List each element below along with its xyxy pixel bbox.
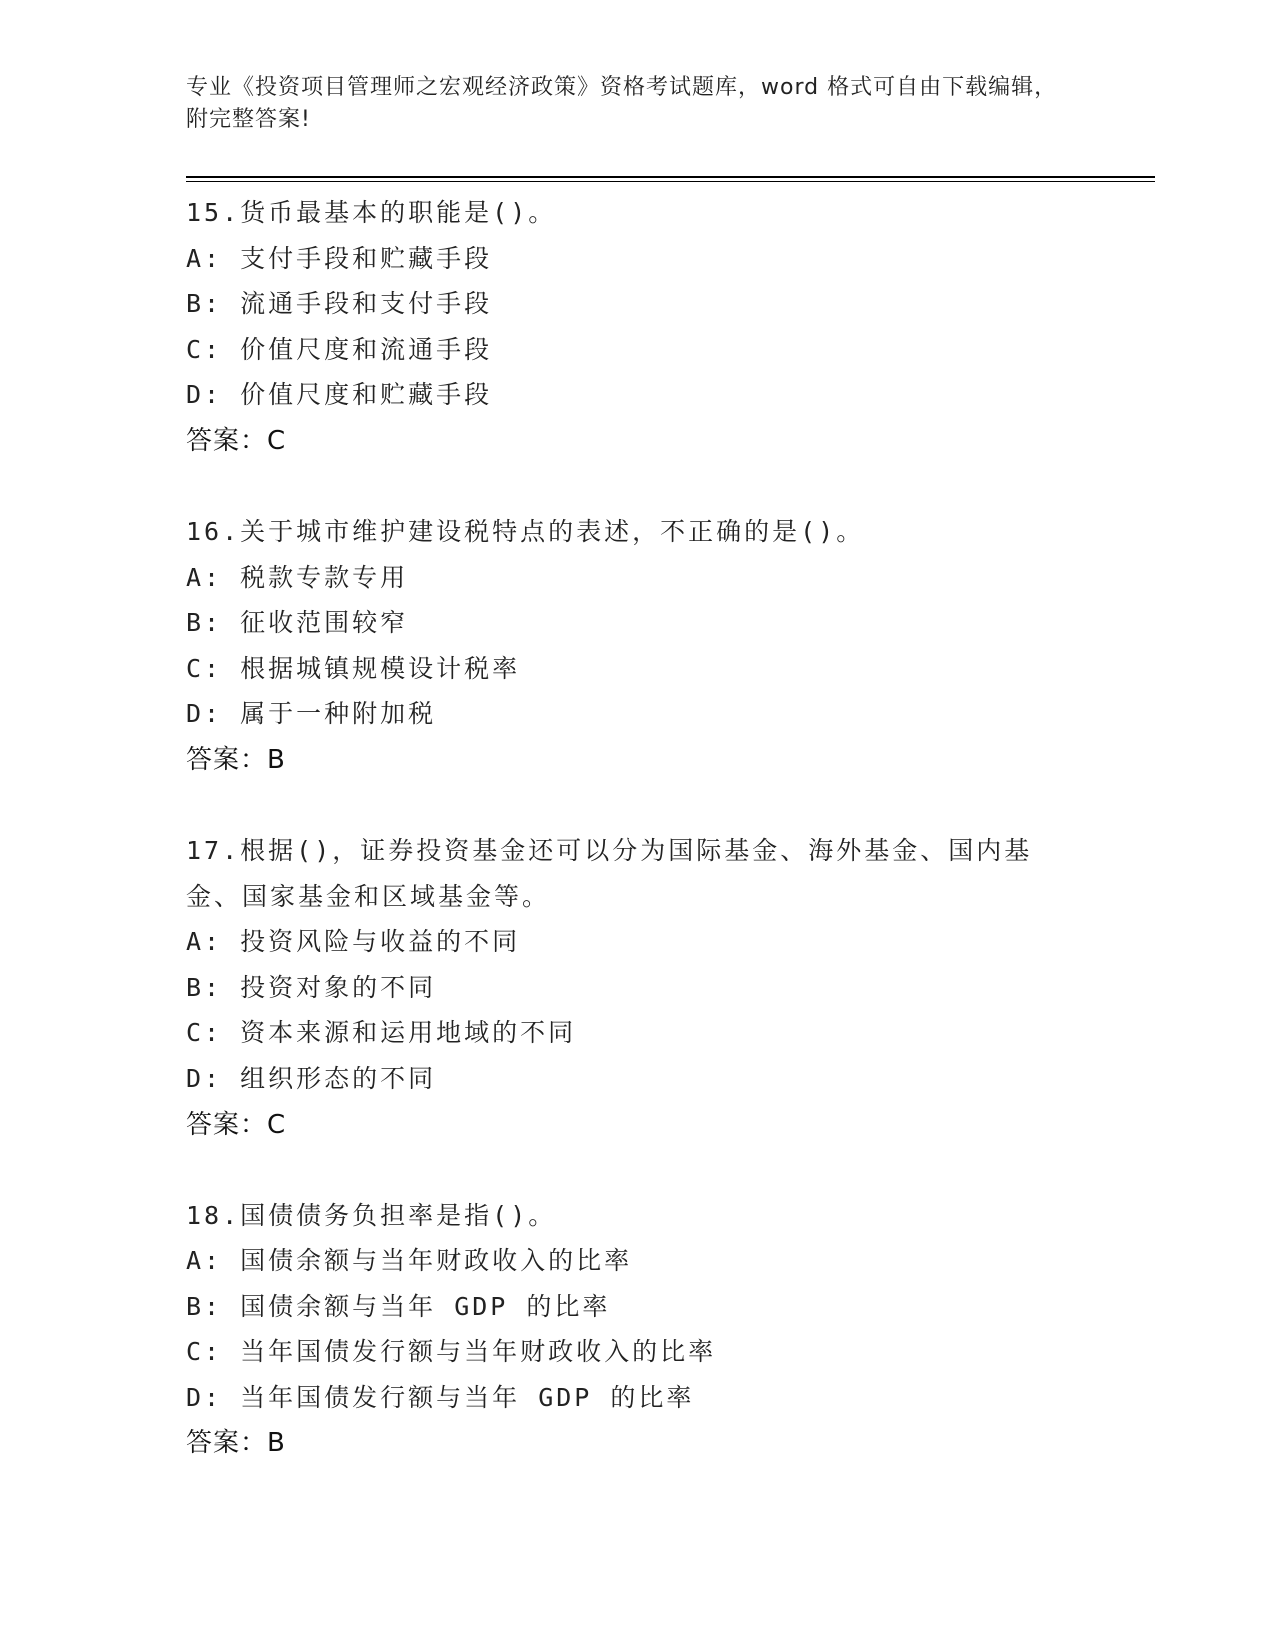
answer-label: 答案：B [186,1428,286,1459]
document-header [186,72,1066,136]
question-stem: 15.货币最基本的职能是()。 [186,198,557,227]
option-c: C: 价值尺度和流通手段 [186,334,493,364]
header-intro-text: 专业《投资项目管理师之宏观经济政策》资格考试题库，word 格式可自由下载编辑，附完整答案! [186,75,1058,132]
option-b: B: 征收范围较窄 [186,608,409,638]
question-list [186,190,1086,1511]
question-15 [186,190,1086,464]
option-d: D: 组织形态的不同 [186,1063,437,1093]
question-17 [186,828,1086,1148]
option-a: A: 投资风险与收益的不同 [186,927,521,957]
question-16 [186,509,1086,783]
option-d: D: 价值尺度和贮藏手段 [186,380,493,410]
answer-label: 答案：C [186,1109,287,1140]
option-a: A: 国债余额与当年财政收入的比率 [186,1246,633,1276]
option-a: A: 支付手段和贮藏手段 [186,243,493,273]
option-c: C: 根据城镇规模设计税率 [186,653,521,683]
header-divider-thick [186,176,1155,178]
option-c: C: 当年国债发行额与当年财政收入的比率 [186,1337,717,1367]
option-a: A: 税款专款专用 [186,562,409,592]
answer-label: 答案：C [186,425,287,456]
option-c: C: 资本来源和运用地域的不同 [186,1018,577,1048]
question-stem: 18.国债债务负担率是指()。 [186,1200,557,1230]
option-d: D: 当年国债发行额与当年 GDP 的比率 [186,1382,695,1412]
option-b: B: 投资对象的不同 [186,972,437,1002]
question-18 [186,1193,1086,1467]
option-b: B: 国债余额与当年 GDP 的比率 [186,1291,611,1321]
option-d: D: 属于一种附加税 [186,699,437,729]
header-divider-thin [186,181,1155,182]
question-stem: 17.根据()，证券投资基金还可以分为国际基金、海外基金、国内基金、国家基金和区域基金等。 [186,835,1033,911]
answer-label: 答案：B [186,744,286,775]
option-b: B: 流通手段和支付手段 [186,289,493,319]
question-stem: 16.关于城市维护建设税特点的表述，不正确的是()。 [186,516,865,546]
